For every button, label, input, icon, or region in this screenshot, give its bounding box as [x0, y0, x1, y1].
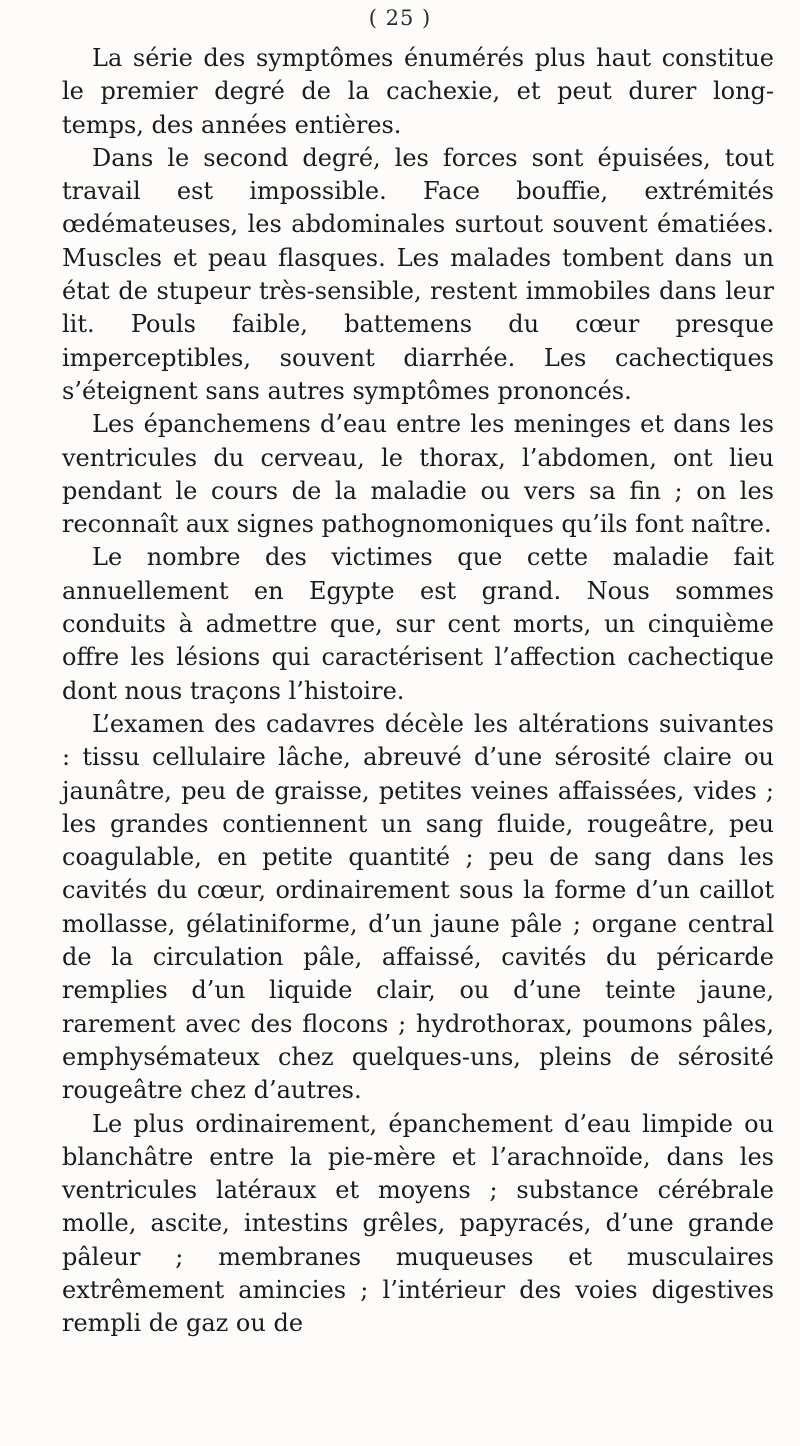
page-number: ( 25 ): [368, 6, 432, 30]
paragraph-6: Le plus ordinairement, épanchement d’eau limpide ou blanchâtre entre la pie-mère et l’arachnoïde, dans les ventricules latéraux et moyens ; substance cérébrale molle, ascite, intestins grêles, papyracés, d’une grande pâleur ; membranes muqueuses et musculaires extrêmement amincies ; l’intérieur des voies digestives rempli de gaz ou de: [62, 1109, 774, 1338]
paragraph-2: Dans le second degré, les forces sont épuisées, tout travail est impossible. Face bouffie, extrémités œdémateuses, les abdominales surtout souvent ématiées. Muscles et peau flasques. Les malades tombent dans un état de stupeur très-sensible, restent immobiles dans leur lit. Pouls faible, battemens du cœur presque imperceptibles, souvent diarrhée. Les cachectiques s’éteignent sans autres symptômes prononcés.: [62, 143, 774, 405]
paragraph-5: L’examen des cadavres décèle les altérations suivantes : tissu cellulaire lâche, abreuvé d’une sérosité claire ou jaunâtre, peu de graisse, petites veines affaissées, vides ; les grandes contiennent un sang fluide, rougeâtre, peu coagulable, en petite quantité ; peu de sang dans les cavités du cœur, ordinairement sous la forme d’un caillot mollasse, gélatiniforme, d’un jaune pâle ; organe central de la circulation pâle, affaissé, cavités du péricarde remplies d’un liquide clair, ou d’une teinte jaune, rarement avec des flocons ; hydrothorax, poumons pâles, emphysémateux chez quelques-uns, pleins de sérosité rougeâtre chez d’autres.: [62, 709, 774, 1105]
paragraph-1: La série des symptômes énumérés plus haut constitue le premier degré de la cachexie, et peut durer long-temps, des années entières.: [62, 44, 774, 139]
paragraph-3: Les épanchemens d’eau entre les meninges et dans les ventricules du cerveau, le thorax, l’abdomen, ont lieu pendant le cours de la maladie ou vers sa fin ; on les reconnaît aux signes pathognomoniques qu’ils font naître.: [62, 410, 774, 539]
body-text: [62, 42, 774, 1341]
paragraph-4: Le nombre des victimes que cette maladie fait annuellement en Egypte est grand. Nous sommes conduits à admettre que, sur cent morts, un cinquième offre les lésions qui caractérisent l’affection cachectique dont nous traçons l’histoire.: [62, 543, 774, 705]
